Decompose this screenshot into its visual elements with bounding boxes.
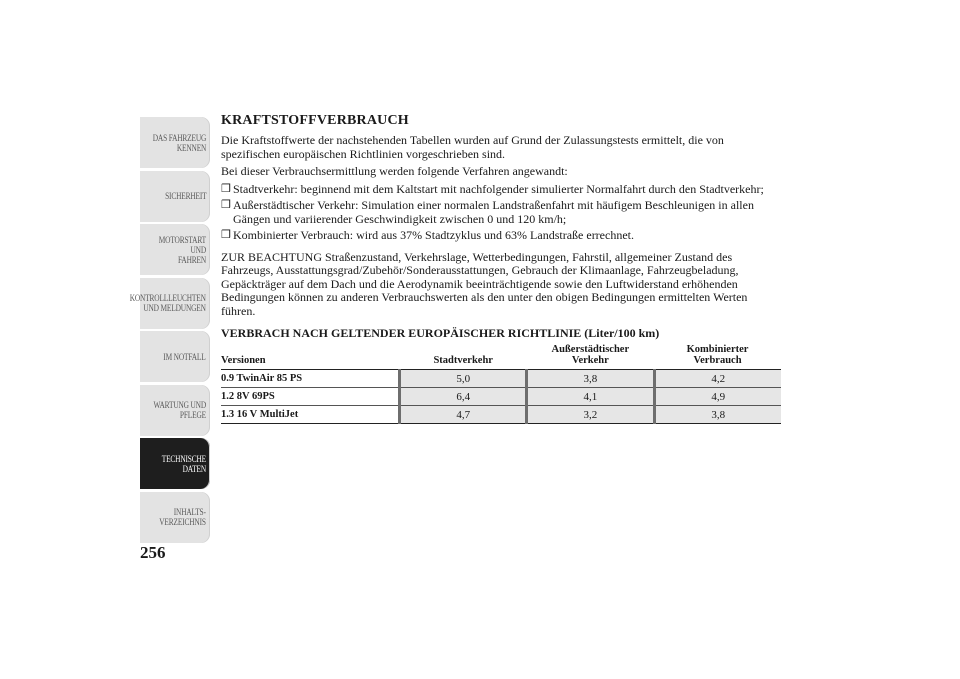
table-row (221, 406, 781, 424)
note-paragraph: ZUR BEACHTUNG Straßenzustand, Verkehrslage, Wetterbedingungen, Fahrstil, allgemeiner Zustand des Fahrzeugs, Ausstattungsgrad/Zubehör/Sonderausstattungen, Gebrauch der Klimaanlage, Fahrzeugbeladung, Gepäckträger auf dem Dach und die Aerodynamik beeinträchtigende sowie den Luftwiderstand erhöhenden Bedingungen können zu anderen Verbrauchswerten als den unter den obigen Bedingungen ermittelten Werten führen. (221, 249, 748, 318)
table-cell-value: 4,1 (527, 388, 654, 406)
page-title: KRAFTSTOFFVERBRAUCH (221, 113, 409, 128)
tab-label: INHALTS- VERZEICHNIS (159, 507, 206, 527)
table-cell-version: 0.9 TwinAir 85 PS (221, 370, 400, 388)
tab-label: MOTORSTART UND FAHREN (158, 234, 206, 265)
column-header-stadtverkehr: Stadtverkehr (433, 355, 493, 366)
list-item (221, 229, 781, 243)
tab-label: SICHERHEIT (164, 191, 206, 201)
tab-inhaltsverzeichnis[interactable] (140, 492, 210, 543)
tab-kontrollleuchten[interactable] (129, 278, 210, 329)
table-row (221, 388, 781, 406)
table-cell-version: 1.2 8V 69PS (221, 388, 400, 406)
table-cell-value: 5,0 (400, 370, 527, 388)
tab-label: WARTUNG UND PFLEGE (153, 400, 206, 420)
checkbox-bullet-icon: ❒ (221, 229, 231, 241)
table-cell-value: 4,7 (400, 406, 527, 424)
column-header-versionen: Versionen (221, 355, 266, 366)
table-cell-value: 6,4 (400, 388, 527, 406)
tab-motorstart-und-fahren[interactable] (140, 224, 210, 275)
page-number: 256 (140, 543, 166, 562)
intro-paragraph: Die Kraftstoffwerte der nachstehenden Tabellen wurden auf Grund der Zulassungstests ermittelt, die von spezifischen europäischen Richtlinien vorgeschrieben sind. (221, 133, 724, 161)
tab-label: TECHNISCHE DATEN (161, 453, 206, 474)
tab-technische-daten[interactable] (140, 438, 210, 489)
table-cell-version: 1.3 16 V MultiJet (221, 406, 400, 424)
list-item-text: Stadtverkehr: beginnend mit dem Kaltstart mit nachfolgender simulierter Normalfahrt durch den Stadtverkehr; (233, 181, 764, 196)
table-title: VERBRACH NACH GELTENDER EUROPÄISCHER RICHTLINIE (Liter/100 km) (221, 326, 660, 340)
consumption-table (221, 343, 781, 424)
tab-im-notfall[interactable] (140, 331, 210, 382)
table-cell-value: 4,9 (654, 388, 781, 406)
tab-das-fahrzeug-kennen[interactable] (140, 117, 210, 168)
tab-wartung-und-pflege[interactable] (140, 385, 210, 436)
table-cell-value: 4,2 (654, 370, 781, 388)
table-cell-value: 3,8 (527, 370, 654, 388)
column-header-kombiniert: Kombinierter Verbrauch (686, 344, 749, 366)
tab-label: KONTROLLLEUCHTEN UND MELDUNGEN (129, 293, 206, 313)
main-content (221, 113, 781, 424)
checkbox-bullet-icon: ❒ (221, 182, 231, 195)
table-cell-value: 3,8 (654, 406, 781, 424)
list-item-text: Außerstädtischer Verkehr: Simulation einer normalen Landstraßenfahrt mit häufigem Beschleunigen in allen Gängen und variierender Geschwindigkeit zwischen 0 und 120 km/h; (233, 198, 754, 226)
list-item-text: Kombinierter Verbrauch: wird aus 37% Stadtzyklus und 63% Landstraße errechnet. (233, 228, 634, 242)
list-item (221, 183, 781, 197)
method-intro: Bei dieser Verbrauchsermittlung werden folgende Verfahren angewandt: (221, 164, 568, 178)
column-header-ausserstaedtisch: Außerstädtischer Verkehr (551, 344, 630, 366)
chapter-tabs (129, 117, 210, 545)
table-cell-value: 3,2 (527, 406, 654, 424)
tab-label: DAS FAHRZEUG KENNEN (152, 132, 206, 153)
checkbox-bullet-icon: ❒ (221, 199, 231, 211)
table-row (221, 370, 781, 388)
table-header-row (221, 343, 781, 370)
tab-label: IM NOTFALL (163, 351, 206, 362)
list-item (221, 199, 781, 226)
tab-sicherheit[interactable] (140, 171, 210, 222)
